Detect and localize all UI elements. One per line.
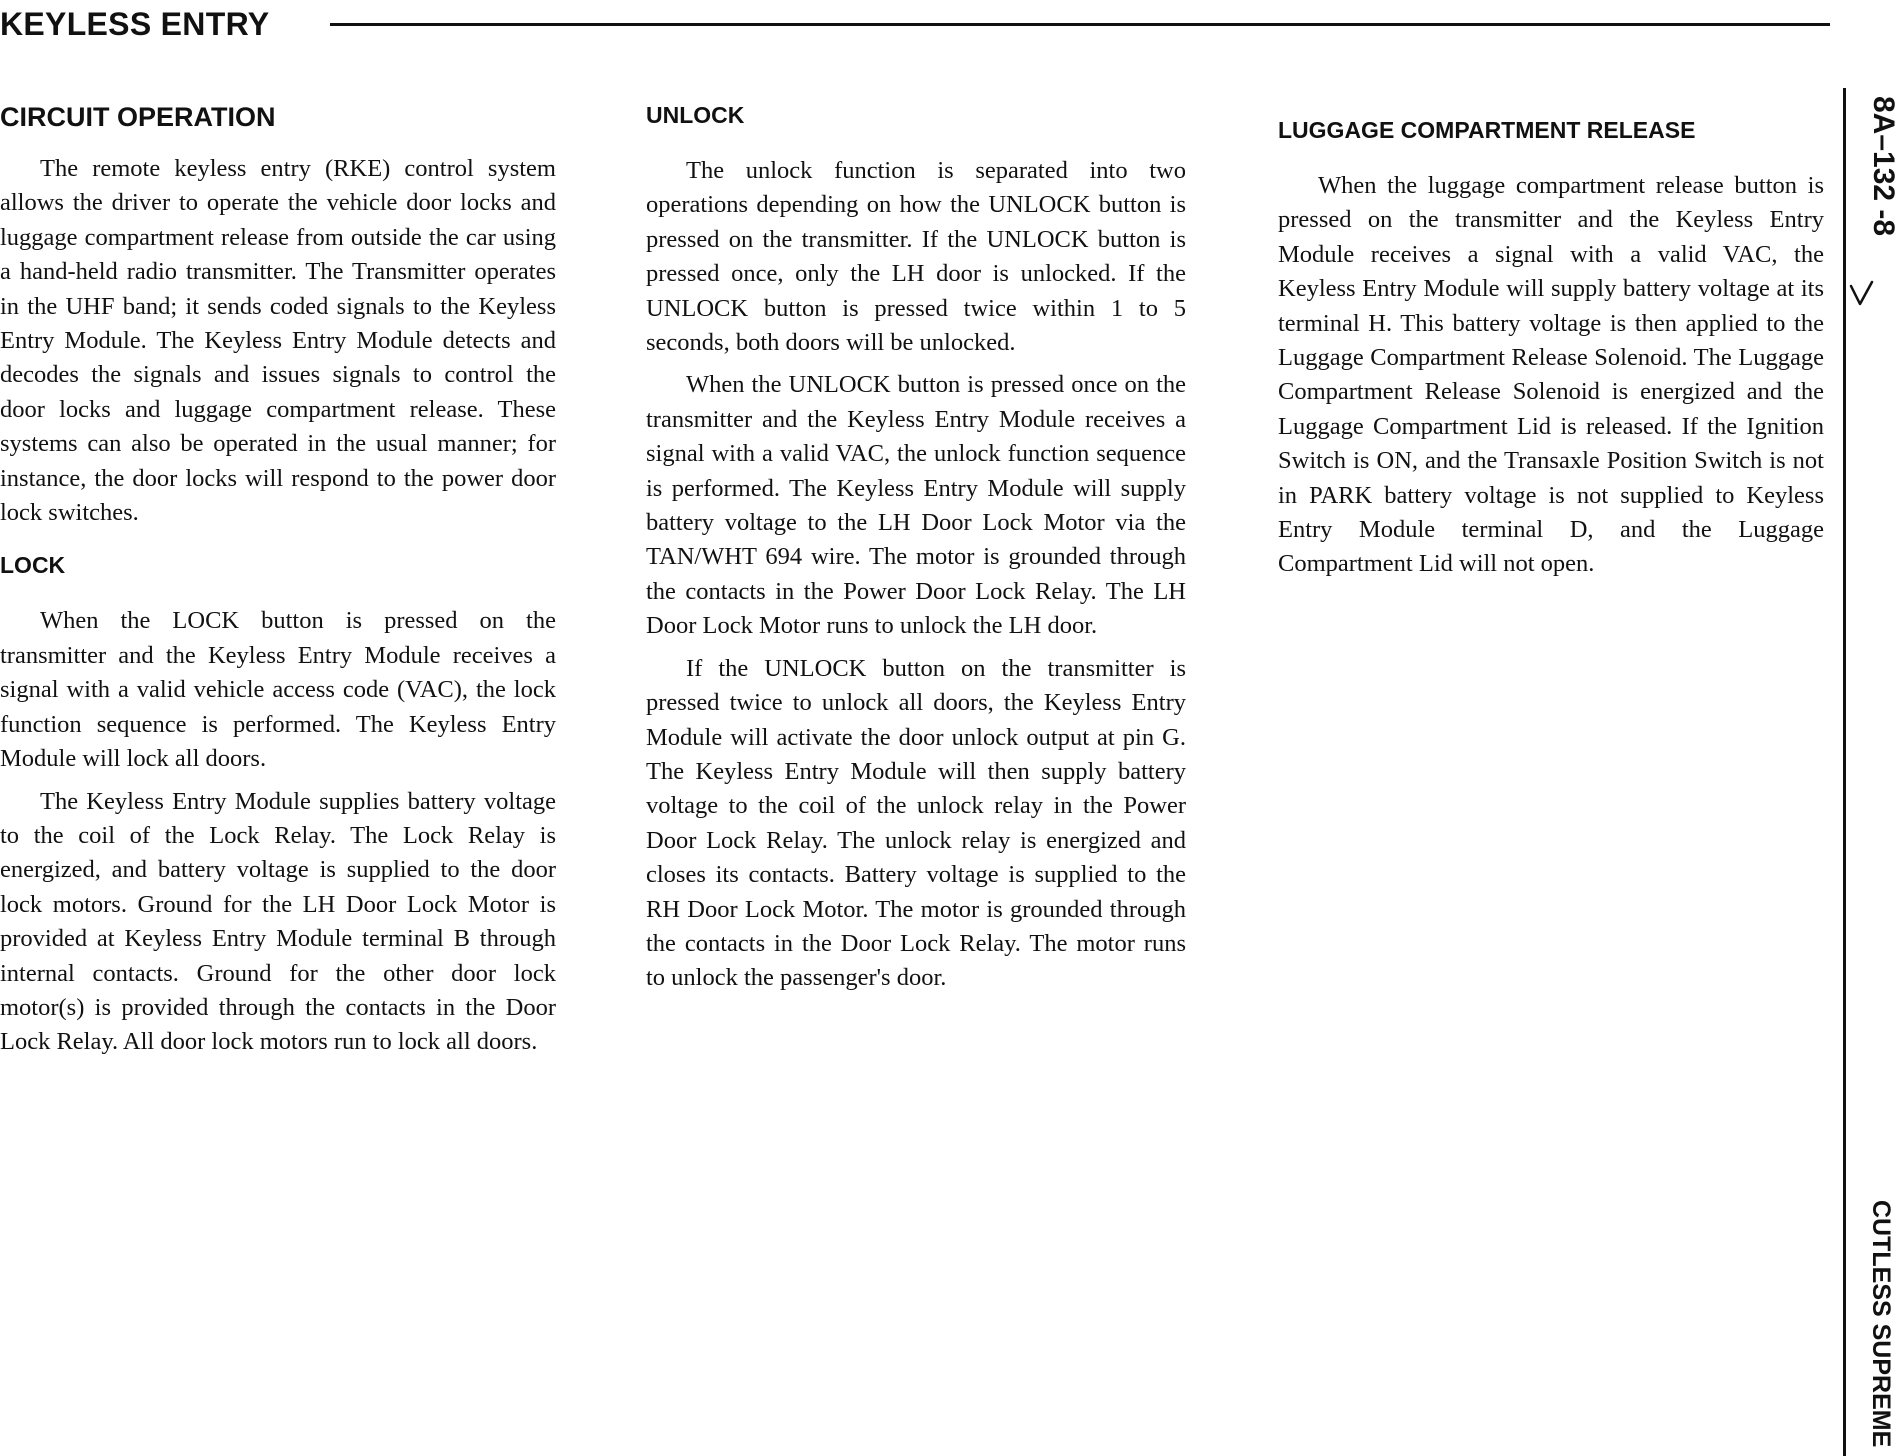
page-header	[0, 4, 1835, 44]
paragraph: When the UNLOCK button is pressed once on the transmitter and the Keyless Entry Module receives a signal with a valid VAC, the unlock function sequence is performed. The Keyless Entry Module will supply battery voltage to the LH Door Lock Motor via the TAN/WHT 694 wire. The motor is grounded through the contacts in the Power Door Lock Relay. The LH Door Lock Motor runs to unlock the LH door.	[646, 371, 1186, 640]
header-rule	[330, 23, 1830, 26]
check-mark-icon	[1848, 280, 1874, 310]
section-heading-luggage-compartment-release: LUGGAGE COMPARTMENT RELEASE	[1278, 117, 1696, 143]
vehicle-model-label: CUTLESS SUPREME	[1867, 1200, 1895, 1448]
paragraph: The Keyless Entry Module supplies battery voltage to the coil of the Lock Relay. The Lock Relay is energized, and battery voltage is supplied to the door lock motors. Ground for the LH Door Lock Motor is provided at Keyless Entry Module terminal B through internal contacts. Ground for the other door lock motor(s) is provided through the contacts in the Door Lock Relay. All door lock motors run to lock all doors.	[0, 787, 556, 1056]
paragraph: The unlock function is separated into two operations depending on how the UNLOCK button is pressed on the transmitter. If the UNLOCK button is pressed once, only the LH door is unlocked. If the UNLOCK button is pressed twice within 1 to 5 seconds, both doors will be unlocked.	[646, 157, 1186, 357]
section-heading-unlock: UNLOCK	[646, 102, 745, 128]
column-1	[0, 100, 556, 1068]
column-3	[1278, 115, 1824, 590]
paragraph: If the UNLOCK button on the transmitter is pressed twice to unlock all doors, the Keyless Entry Module will activate the door unlock output at pin G. The Keyless Entry Module will then supply battery voltage to the coil of the unlock relay in the Power Door Lock Relay. The unlock relay is energized and closes its contacts. Battery voltage is supplied to the RH Door Lock Motor. The motor is grounded through the contacts in the Door Lock Relay. The motor runs to unlock the passenger's door.	[646, 654, 1186, 992]
section-heading-circuit-operation: CIRCUIT OPERATION	[0, 102, 276, 132]
section-heading-lock: LOCK	[0, 552, 66, 579]
paragraph: The remote keyless entry (RKE) control system allows the driver to operate the vehicle door locks and luggage compartment release from outside the car using a hand-held radio transmitter. The Transmitter operates in the UHF band; it sends coded signals to the Keyless Entry Module. The Keyless Entry Module detects and decodes the signals and issues signals to control the door locks and luggage compartment release. These systems can also be operated in the usual manner; for instance, the door locks will respond to the power door lock switches.	[0, 155, 556, 527]
paragraph: When the LOCK button is pressed on the transmitter and the Keyless Entry Module receives a signal with a valid vehicle access code (VAC), the lock function sequence is performed. The Keyless Entry Module will lock all doors.	[0, 607, 556, 773]
column-2	[646, 100, 1186, 1004]
page-number: 8A–132 -8	[1867, 96, 1900, 237]
side-rule	[1843, 88, 1846, 1456]
paragraph: When the luggage compartment release button is pressed on the transmitter and the Keyless Entry Module receives a signal with a valid VAC, the Keyless Entry Module will supply battery voltage at its terminal H. This battery voltage is then applied to the Luggage Compartment Release Solenoid. The Luggage Compartment Release Solenoid is energized and the Luggage Compartment Lid is released. If the Ignition Switch is ON, and the Transaxle Position Switch is not in PARK battery voltage is not supplied to Keyless Entry Module terminal D, and the Luggage Compartment Lid will not open.	[1278, 172, 1824, 578]
page-title: KEYLESS ENTRY	[0, 6, 270, 42]
